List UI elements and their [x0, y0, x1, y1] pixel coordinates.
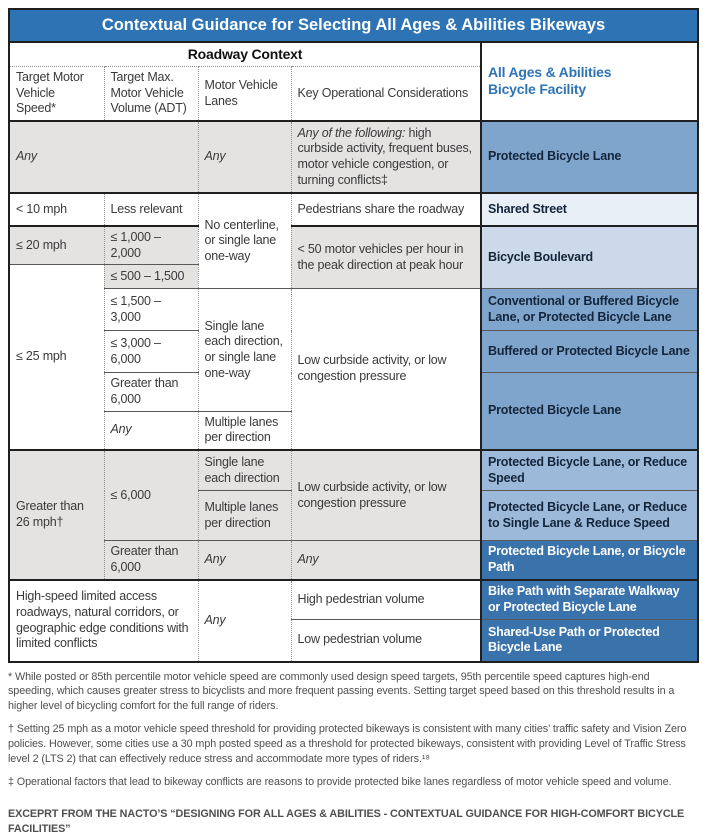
cell-facility-buffered: Buffered or Protected Bicycle Lane — [481, 331, 698, 373]
cell-considerations-low-ped: Low pedestrian volume — [291, 620, 481, 662]
cell-facility-shared-street: Shared Street — [481, 193, 698, 226]
col-header-speed: Target Motor Vehicle Speed* — [9, 67, 104, 121]
source-excerpt: EXCEPRT FROM THE NACTO’S “DESIGNING FOR ALL AGES & ABILITIES - CONTEXTUAL GUIDANCE FOR HIGH-COMFORT BICYCLE FACILITIES” — [8, 807, 685, 835]
cell-facility-protected-lane-1: Protected Bicycle Lane — [481, 121, 698, 193]
cell-lanes-any-a: Any — [198, 541, 291, 580]
footnote-25mph: † Setting 25 mph as a motor vehicle speed threshold for providing protected bikeways is consistent with many cities’ traffic safety and Vision Zero policies. However, some cities use a 30 mph posted speed as a threshold for protected bikeways, consistent with providing Level of Traffic Stress level 2 (LTS 2) that can effectively reduce stress and accommodate more types of riders.¹⁸ — [8, 723, 687, 765]
cell-lanes-any-b: Any — [198, 580, 291, 662]
cell-considerations-low-curbside-1: Low curbside activity, or low congestion pressure — [291, 289, 481, 450]
cell-volume-any: Any — [104, 411, 198, 450]
cell-facility-protected-reduce-speed: Protected Bicycle Lane, or Reduce Speed — [481, 450, 698, 491]
cell-speed-le20: ≤ 20 mph — [9, 226, 104, 265]
table-row — [9, 450, 698, 491]
table-row — [9, 9, 698, 42]
table-row — [9, 289, 698, 331]
cell-volume-gt6000-a: Greater than 6,000 — [104, 373, 198, 411]
cell-facility-bike-path-walkway: Bike Path with Separate Walkway or Protected Bicycle Lane — [481, 580, 698, 620]
cell-volume-500-1500: ≤ 500 – 1,500 — [104, 265, 198, 289]
col-header-considerations: Key Operational Considerations — [291, 67, 481, 121]
cell-lanes-multiple-a: Multiple lanes per direction — [198, 411, 291, 450]
guidance-table — [8, 8, 699, 663]
cell-facility-shared-use-path: Shared-Use Path or Protected Bicycle Lane — [481, 620, 698, 662]
table-row — [9, 541, 698, 580]
cell-speed-any: Any — [9, 121, 198, 193]
table-row — [9, 121, 698, 193]
cell-considerations-pedestrians: Pedestrians share the roadway — [291, 193, 481, 226]
cell-facility-protected-or-path: Protected Bicycle Lane, or Bicycle Path — [481, 541, 698, 580]
roadway-context-header: Roadway Context — [9, 42, 481, 67]
cell-lanes-single-each: Single lane each direction — [198, 450, 291, 491]
facility-column-header-label: All Ages & Abilities Bicycle Facility — [488, 63, 612, 98]
considerations-lead: Any of the following: — [297, 125, 406, 140]
considerations-rest: high curbside activity, frequent buses, motor vehicle congestion, or turning conflicts‡ — [297, 125, 472, 187]
cell-speed-le25: ≤ 25 mph — [9, 265, 104, 450]
cell-speed-gt26: Greater than 26 mph† — [9, 450, 104, 580]
footnote-speed: * While posted or 85th percentile motor vehicle speed are commonly used design speed targets, 95th percentile speed captures high-end speeding, which causes greater stress to bicyclists and more frequent passing events. Setting target speed based on this threshold results in a higher level of bicycling comfort for the full range of riders. — [8, 670, 675, 713]
cell-lanes-single-or-oneway: Single lane each direction, or single lane one-way — [198, 289, 291, 411]
cell-volume-gt6000-b: Greater than 6,000 — [104, 541, 198, 580]
cell-facility-protected-lane-2: Protected Bicycle Lane — [481, 373, 698, 450]
cell-speed-lt10: < 10 mph — [9, 193, 104, 226]
table-row — [9, 580, 698, 620]
table-row — [9, 42, 698, 67]
cell-volume-1500-3000: ≤ 1,500 – 3,000 — [104, 289, 198, 331]
page-title: Contextual Guidance for Selecting All Ages & Abilities Bikeways — [9, 9, 698, 42]
cell-volume-1000-2000: ≤ 1,000 – 2,000 — [104, 226, 198, 265]
cell-volume-3000-6000: ≤ 3,000 – 6,000 — [104, 331, 198, 373]
col-header-lanes: Motor Vehicle Lanes — [198, 67, 291, 121]
cell-lanes-no-centerline: No centerline, or single lane one-way — [198, 193, 291, 289]
cell-facility-protected-reduce-lane: Protected Bicycle Lane, or Reduce to Single Lane & Reduce Speed — [481, 491, 698, 541]
cell-considerations-any-of-following — [291, 121, 481, 193]
cell-considerations-any: Any — [291, 541, 481, 580]
cell-speed-high-speed: High-speed limited access roadways, natural corridors, or geographic edge conditions with limited conflicts — [9, 580, 198, 662]
cell-considerations-50-vehicles: < 50 motor vehicles per hour in the peak direction at peak hour — [291, 226, 481, 289]
cell-lanes-multiple-b: Multiple lanes per direction — [198, 491, 291, 541]
cell-volume-less-relevant: Less relevant — [104, 193, 198, 226]
cell-considerations-low-curbside-2: Low curbside activity, or low congestion pressure — [291, 450, 481, 541]
footnotes-section — [8, 670, 697, 837]
cell-lanes-any: Any — [198, 121, 291, 193]
table-row — [9, 193, 698, 226]
table-row — [9, 226, 698, 265]
cell-volume-le6000: ≤ 6,000 — [104, 450, 198, 541]
cell-considerations-high-ped: High pedestrian volume — [291, 580, 481, 620]
cell-facility-conventional: Conventional or Buffered Bicycle Lane, or Protected Bicycle Lane — [481, 289, 698, 331]
facility-column-header — [481, 42, 698, 121]
footnote-operational: ‡ Operational factors that lead to bikeway conflicts are reasons to provide protected bike lanes regardless of motor vehicle speed and volume. — [8, 775, 672, 788]
col-header-volume: Target Max. Motor Vehicle Volume (ADT) — [104, 67, 198, 121]
cell-facility-bicycle-boulevard: Bicycle Boulevard — [481, 226, 698, 289]
